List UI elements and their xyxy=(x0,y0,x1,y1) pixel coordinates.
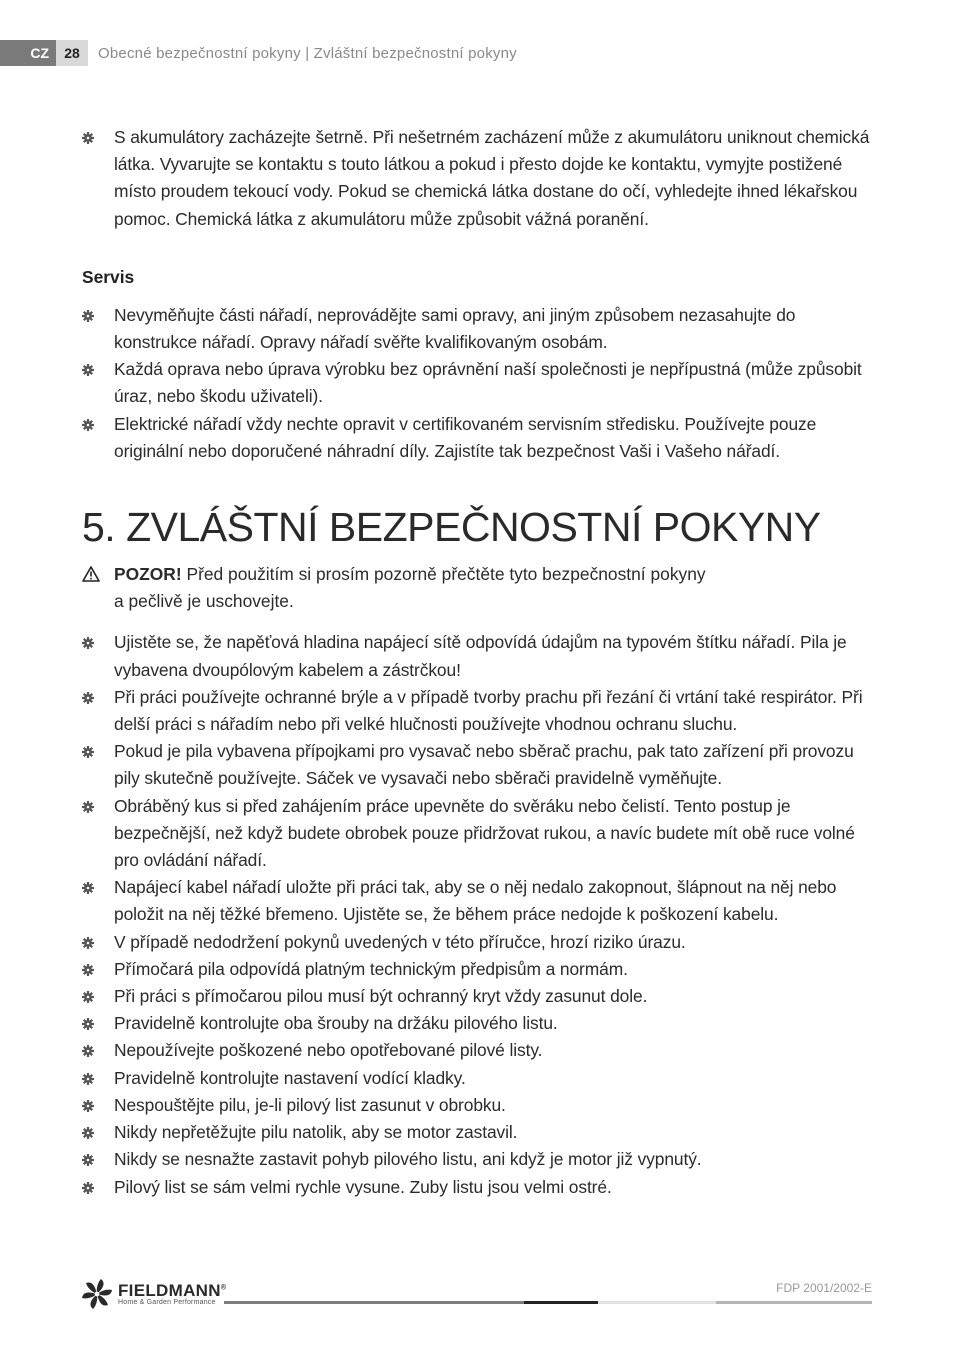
list-item xyxy=(82,302,874,356)
list-item-text: Každá oprava nebo úprava výrobku bez oprávnění naší společnosti je nepřípustná (může způsobit úraz, nebo škodu uživateli). xyxy=(114,359,862,407)
list-item-text: Při práci s přímočarou pilou musí být ochranný kryt vždy zasunut dole. xyxy=(114,986,648,1007)
footer-rule-dark xyxy=(524,1301,598,1304)
list-item xyxy=(82,1010,874,1037)
list-item xyxy=(82,356,874,410)
gear-bullet-icon xyxy=(82,1127,94,1139)
list-item xyxy=(82,629,874,683)
list-item-text: Ujistěte se, že napěťová hladina napájecí sítě odpovídá údajům na typovém štítku nářadí. Pila je vybavena dvoupólovým kabelem a zástrčkou! xyxy=(114,632,847,680)
gear-bullet-icon xyxy=(82,746,94,758)
list-item-text: Pravidelně kontrolujte oba šrouby na držáku pilového listu. xyxy=(114,1013,558,1034)
list-item xyxy=(82,874,874,928)
list-item-text: S akumulátory zacházejte šetrně. Při nešetrném zacházení může z akumulátoru uniknout chemická látka. Vyvarujte se kontaktu s touto látkou a pokud i přesto dojde ke kontaktu, vymyjte postižené místo proudem tekoucí vody. Pokud se chemická látka dostane do očí, vyhledejte ihned lékařskou pomoc. Chemická látka z akumulátoru může způsobit vážná poranění. xyxy=(114,127,870,229)
list-item xyxy=(82,124,874,233)
list-item xyxy=(82,1065,874,1092)
intro-list xyxy=(82,124,874,233)
gear-bullet-icon xyxy=(82,937,94,949)
list-item xyxy=(82,1119,874,1146)
warning-text: Před použitím si prosím pozorně přečtěte tyto bezpečnostní pokyny xyxy=(186,564,706,585)
page-header xyxy=(0,40,517,66)
list-item-text: Obráběný kus si před zahájením práce upevněte do svěráku nebo čelistí. Tento postup je bezpečnější, než když budete obrobek pouze přidržovat rukou, a navíc budete mít obě ruce volné pro ovládání nářadí. xyxy=(114,795,855,871)
brand-tagline: Home & Garden Performance xyxy=(118,1299,216,1306)
fan-logo-icon xyxy=(80,1277,114,1311)
list-item xyxy=(82,929,874,956)
gear-bullet-icon xyxy=(82,1045,94,1057)
list-item-text: Napájecí kabel nářadí uložte při práci tak, aby se o něj nedalo zakopnout, šlápnout na něj nebo položit na něj těžké břemeno. Ujistěte se, že během práce nedojde k poškození kabelu. xyxy=(114,877,837,925)
gear-bullet-icon xyxy=(82,310,94,322)
footer-rule xyxy=(224,1301,524,1304)
list-item xyxy=(82,738,874,792)
list-item-text: Pokud je pila vybavena přípojkami pro vysavač nebo sběrač prachu, pak tato zařízení při provozu pily skutečně používejte. Sáček ve vysavači nebo sběrači pravidelně vyměňujte. xyxy=(114,741,854,789)
language-badge: CZ xyxy=(0,40,56,66)
warning-notice xyxy=(82,561,874,615)
gear-bullet-icon xyxy=(82,1100,94,1112)
gear-bullet-icon xyxy=(82,801,94,813)
gear-bullet-icon xyxy=(82,419,94,431)
list-item xyxy=(82,793,874,875)
gear-bullet-icon xyxy=(82,132,94,144)
gear-bullet-icon xyxy=(82,1073,94,1085)
warning-label: POZOR! xyxy=(114,564,182,585)
gear-bullet-icon xyxy=(82,1182,94,1194)
list-item-text: Přímočará pila odpovídá platným technickým předpisům a normám. xyxy=(114,958,628,979)
footer-rule-mid xyxy=(716,1301,872,1304)
list-item-text: Elektrické nářadí vždy nechte opravit v certifikovaném servisním středisku. Používejte pouze originální nebo doporučené náhradní díly. Zajistíte tak bezpečnost Vaši i Vašeho nářadí. xyxy=(114,413,817,461)
gear-bullet-icon xyxy=(82,964,94,976)
footer-rule-light xyxy=(598,1301,716,1304)
fieldmann-logo xyxy=(80,1277,240,1311)
gear-bullet-icon xyxy=(82,637,94,649)
list-item xyxy=(82,956,874,983)
list-item xyxy=(82,411,874,465)
list-item xyxy=(82,1037,874,1064)
list-item xyxy=(82,1092,874,1119)
list-item-text: Nikdy nepřetěžujte pilu natolik, aby se motor zastavil. xyxy=(114,1122,518,1143)
list-item-text: Při práci používejte ochranné brýle a v případě tvorby prachu při řezání či vrtání také respirátor. Při delší práci s nářadím nebo při velké hlučnosti používejte vhodnou ochranu sluchu. xyxy=(114,686,863,735)
list-item xyxy=(82,1174,874,1201)
list-item-text: Nevyměňujte části nářadí, neprovádějte sami opravy, ani jiným způsobem nezasahujte do konstrukce nářadí. Opravy nářadí svěřte kvalifikovaným osobám. xyxy=(114,304,796,353)
list-item xyxy=(82,684,874,738)
model-number: FDP 2001/2002-E xyxy=(776,1281,872,1295)
list-item-text: Nikdy se nesnažte zastavit pohyb pilového listu, ani když je motor již vypnutý. xyxy=(114,1149,702,1170)
list-item-text: Pilový list se sám velmi rychle vysune. Zuby listu jsou velmi ostré. xyxy=(114,1176,612,1197)
list-item-text: Nespouštějte pilu, je-li pilový list zasunut v obrobku. xyxy=(114,1094,506,1115)
gear-bullet-icon xyxy=(82,882,94,894)
section-5-title: 5. ZVLÁŠTNÍ BEZPEČNOSTNÍ POKYNY xyxy=(82,504,821,551)
header-title: Obecné bezpečnostní pokyny | Zvláštní bezpečnostní pokyny xyxy=(98,44,517,62)
list-item xyxy=(82,983,874,1010)
gear-bullet-icon xyxy=(82,1018,94,1030)
section-5-list xyxy=(82,629,874,1200)
servis-list xyxy=(82,302,874,465)
list-item-text: Pravidelně kontrolujte nastavení vodící kladky. xyxy=(114,1067,466,1088)
brand-name: FIELDMANN® xyxy=(118,1281,227,1300)
list-item-text: Nepoužívejte poškozené nebo opotřebované pilové listy. xyxy=(114,1040,543,1061)
warning-triangle-icon xyxy=(82,566,100,582)
gear-bullet-icon xyxy=(82,364,94,376)
page-content xyxy=(82,124,874,1201)
servis-heading: Servis xyxy=(82,266,135,287)
gear-bullet-icon xyxy=(82,1154,94,1166)
list-item-text: V případě nedodržení pokynů uvedených v této příručce, hrozí riziko úrazu. xyxy=(114,931,686,952)
page-number: 28 xyxy=(56,40,88,66)
gear-bullet-icon xyxy=(82,991,94,1003)
list-item xyxy=(82,1146,874,1173)
gear-bullet-icon xyxy=(82,692,94,704)
warning-text-2: a pečlivě je uschovejte. xyxy=(114,591,294,612)
